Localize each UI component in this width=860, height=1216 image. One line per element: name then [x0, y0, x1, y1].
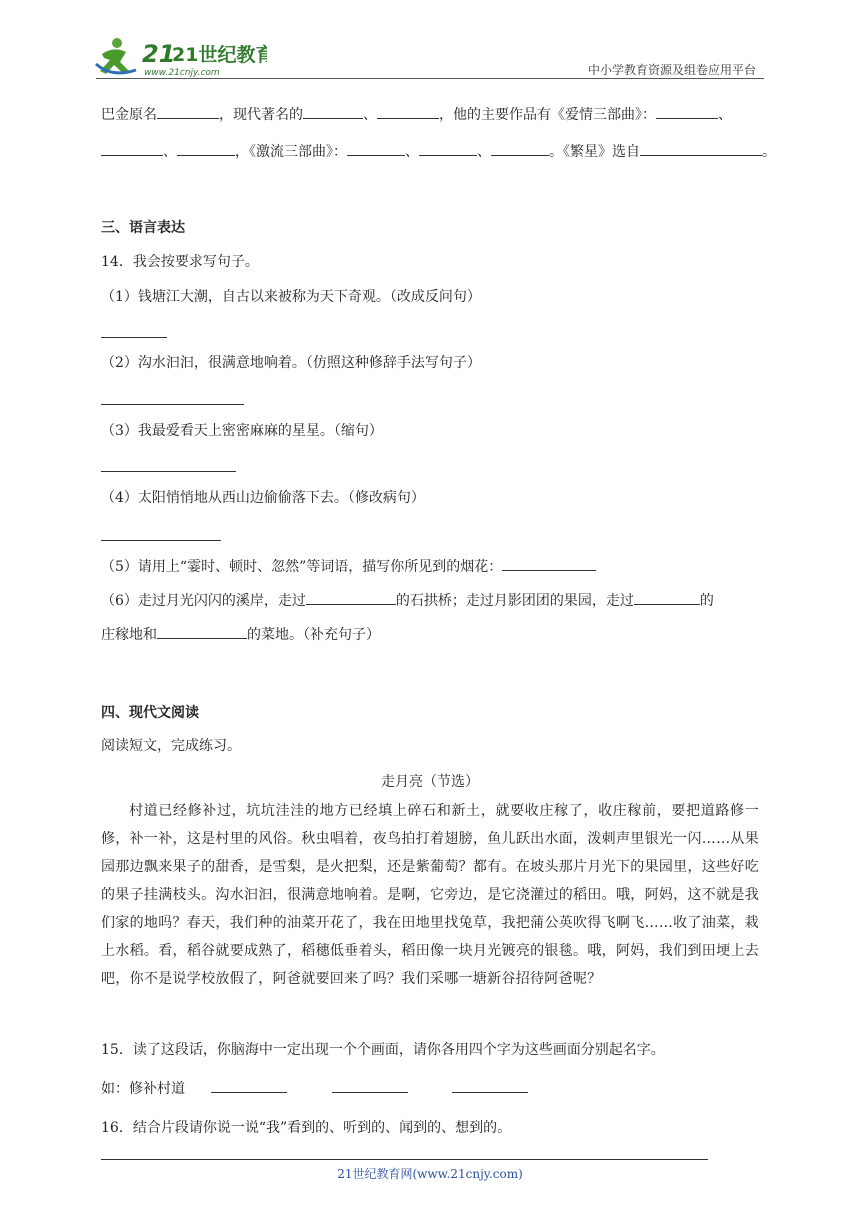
answer-line-4[interactable]	[101, 540, 221, 541]
reading-intro: 阅读短文，完成练习。	[101, 738, 241, 754]
q16-prompt: 16．结合片段请你说一说“我”看到的、听到的、闻到的、想到的。	[101, 1120, 512, 1136]
svg-text:21: 21	[142, 40, 176, 68]
q14-prompt: 14．我会按要求写句子。	[101, 254, 259, 270]
platform-name: 中小学教育资源及组卷应用平台	[587, 63, 756, 77]
q14-item6: （6）走过月光闪闪的溪岸，走过 的石拱桥；走过月影团团的果园，走过 的	[101, 590, 714, 611]
q13-line1: 巴金原名 ，现代著名的 、 ，他的主要作品有《爱情三部曲》： 、	[101, 104, 732, 125]
q15-prompt: 15．读了这段话，你脑海中一定出现一个个画面，请你各用四个字为这些画面分别起名字。	[101, 1042, 665, 1058]
q15-example-row: 如：修补村道	[101, 1078, 528, 1099]
q14-item2: （2）沟水汩汩，很满意地响着。（仿照这种修辞手法写句子）	[101, 355, 481, 371]
header-divider	[96, 78, 764, 79]
footer-text: 21世纪教育网(www.21cnjy.com)	[337, 1167, 523, 1181]
q14-item3: （3）我最爱看天上密密麻麻的星星。（缩句）	[101, 423, 383, 439]
footer-divider	[101, 1159, 708, 1160]
section3-heading: 三、语言表达	[101, 220, 185, 236]
answer-line-2[interactable]	[101, 404, 244, 405]
svg-text:21世纪教育: 21世纪教育	[172, 44, 267, 66]
q15-blank-1[interactable]	[211, 1078, 287, 1093]
q14-item6-cont: 庄稼地和 的菜地。（补充句子）	[101, 624, 380, 645]
q15-blank-3[interactable]	[452, 1078, 528, 1093]
q14-item5: （5）请用上“霎时、顿时、忽然”等词语，描写你所见到的烟花：	[101, 556, 596, 577]
q14-item4: （4）太阳悄悄地从西山边偷偷落下去。（修改病句）	[101, 490, 425, 506]
q14-item1: （1）钱塘江大潮，自古以来被称为天下奇观。（改成反问句）	[101, 289, 481, 305]
section4-heading: 四、现代文阅读	[101, 705, 199, 721]
answer-line-1[interactable]	[101, 337, 167, 338]
svg-text:www.21cnjy.com: www.21cnjy.com	[144, 68, 220, 78]
q15-blank-2[interactable]	[332, 1078, 408, 1093]
passage-title: 走月亮（节选）	[381, 774, 479, 790]
answer-line-3[interactable]	[101, 471, 236, 472]
runner-logo-icon	[92, 34, 267, 80]
q13-line2: 、 ，《激流三部曲》： 、 、 。《繁星》选自 。	[101, 141, 776, 162]
site-logo	[92, 34, 267, 80]
passage-text: 村道已经修补过，坑坑洼洼的地方已经填上碎石和新土，就要收庄稼了，收庄稼前，要把道路修一修，补一补，这是村里的风俗。秋虫唱着，夜鸟拍打着翅膀，鱼儿跃出水面，泼刺声里银光一闪……从果园那边飘来果子的甜香，是雪梨，是火把梨，还是紫葡萄？都有。在坡头那片月光下的果园里，这些好吃的果子挂满枝头。沟水汩汩，很满意地响着。是啊，它旁边，是它浇灌过的稻田。哦，阿妈，这不就是我们家的地吗？春天，我们种的油菜开花了，我在田地里找兔草，我把蒲公英吹得飞啊飞……收了油菜，栽上水稻。看，稻谷就要成熟了，稻穗低垂着头，稻田像一块月光镀亮的银毯。哦，阿妈，我们到田埂上去吧，你不是说学校放假了，阿爸就要回来了吗？我们采哪一塘新谷招待阿爸呢？	[101, 803, 759, 987]
